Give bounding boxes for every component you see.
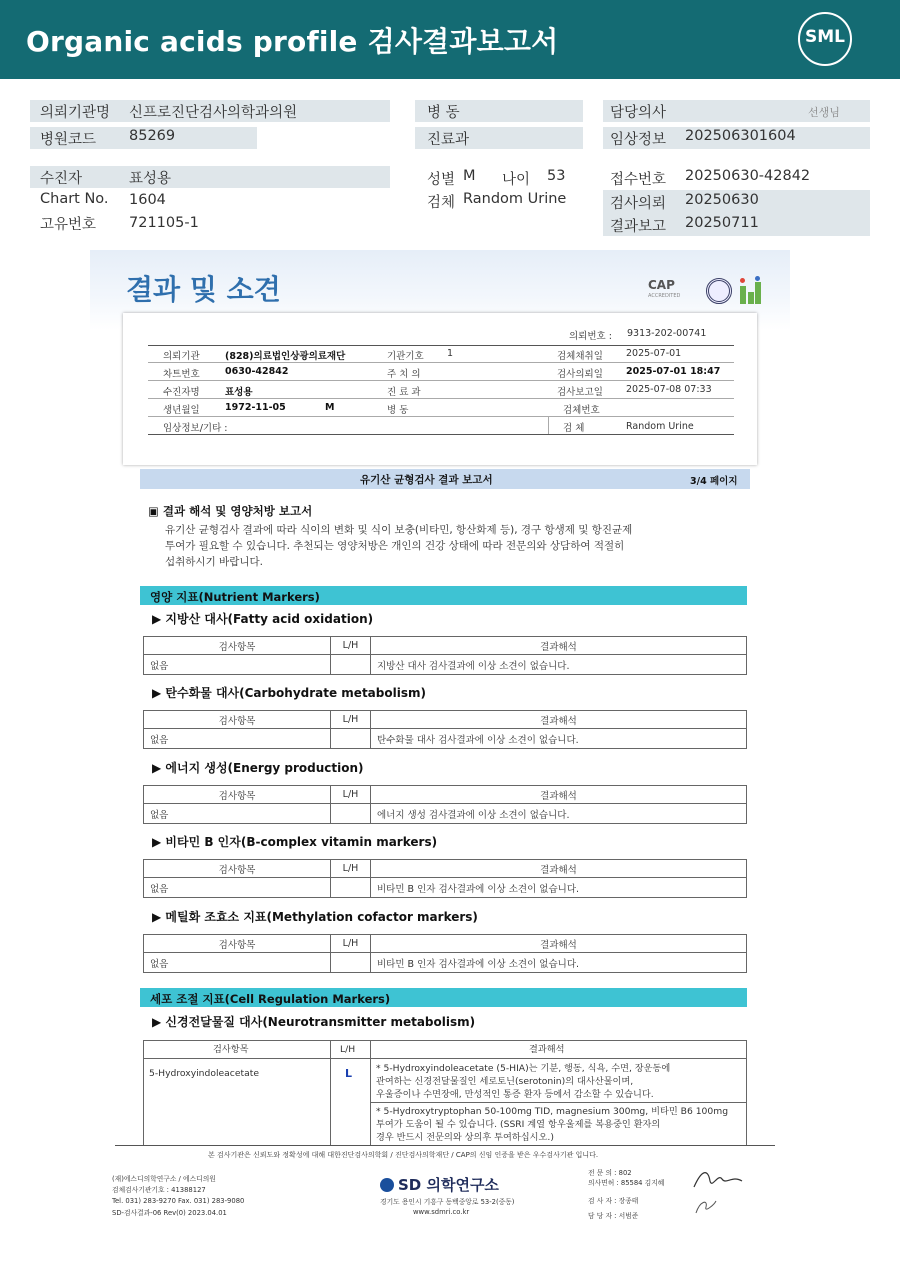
nt-text-line: 투여가 도움이 될 수 있습니다. (SSRI 계열 항우울제를 복용중인 환자의 [376,1119,661,1130]
item-cell: 없음 [144,878,331,898]
lh-cell [331,953,371,973]
chart-no-label: 차트번호 [163,369,200,380]
age-value: 53 [547,168,566,184]
result-table [143,710,747,749]
col-item-header: 검사항목 [213,1044,249,1055]
nt-text-line: 관여하는 신경전달물질인 세로토닌(serotonin)의 대사산물이며, [376,1076,634,1087]
footer-right-line: 의사면허 : 85584 김지혜 [588,1179,665,1187]
sex-value: M [463,168,476,184]
col-lh-header: L/H [331,637,371,655]
result-value: 20250711 [685,215,759,231]
interp-line-1: 유기산 균형검사 결과에 따라 식이의 변화 및 식이 보충(비타민, 항산화제 등), 경구 항생제 및 항진균제 [165,524,633,536]
result-table [143,785,747,824]
req-date-value: 2025-07-01 18:47 [626,366,721,377]
sml-logo-text: SML [805,27,845,47]
ward2-label: 병 동 [387,405,409,416]
header-bar [0,0,900,79]
interp-line-3: 섭취하시기 바랍니다. [165,556,263,568]
hospital-code-label: 병원코드 [40,132,97,148]
result-label: 결과보고 [610,219,667,235]
page-bar-title: 유기산 균형검사 결과 보고서 [360,474,493,486]
chart-label: Chart No. [40,191,109,207]
inst-value: (828)의료법인상광의료재단 [225,351,346,362]
request-value: 20250630 [685,192,759,208]
report-date-label: 검사보고일 [557,387,603,398]
section-title: ▶ 메틸화 조효소 지표(Methylation cofactor markers) [152,910,478,924]
report-title: 결과 및 소견 [126,273,281,306]
patient-value: 표성용 [129,171,172,187]
interp-title: ▣ 결과 해석 및 영양처방 보고서 [148,504,313,518]
footer-left-line: 검체검사기관기호 : 41388127 [112,1186,206,1194]
clinical-label: 임상정보 [610,132,667,148]
col-interp-header: 결과해석 [371,786,747,804]
signature-doctor [690,1165,746,1193]
attending-label: 주 치 의 [387,369,421,380]
nt-text-line: 경우 반드시 전문의와 상의후 투여하십시오.) [376,1132,554,1143]
col-item-header: 검사항목 [144,935,331,953]
patient-field [30,166,390,188]
org-code-label: 기관기호 [387,351,424,362]
sd-logo-icon [380,1178,394,1192]
item-cell: 없음 [144,729,331,749]
patient-name-label: 수진자명 [163,387,200,398]
report-info-box [123,313,757,465]
collect-label: 검체채취일 [557,351,603,362]
birth-label: 생년월일 [163,405,200,416]
result-table [143,636,747,675]
nt-item-cell: 5-Hydroxyindoleacetate [149,1068,259,1079]
signature-staff [690,1195,720,1217]
neurotransmitter-table [143,1040,747,1146]
receipt-value: 20250630-42842 [685,168,811,184]
nt-text-line: * 5-Hydroxyindoleacetate (5-HIA)는 기분, 행동, 식욕, 수면, 장운동에 [376,1063,671,1074]
page-bar [140,469,750,489]
item-cell: 없음 [144,804,331,824]
lh-cell [331,804,371,824]
footer-rule [115,1145,775,1146]
specimen-label: 검체 [427,195,456,211]
footer-note: 본 검사기관은 신뢰도와 정확성에 대해 대한진단검사의학회 / 진단검사의학재단 / CAP의 신임 인증을 받은 우수검사기관 입니다. [208,1151,599,1159]
col-lh-header: L/H [331,935,371,953]
col-interp-header: 결과해석 [371,935,747,953]
col-interp-header: 결과해석 [371,711,747,729]
clinical-other-label: 임상정보/기타 : [163,423,228,434]
specimen2-value: Random Urine [626,421,694,432]
sex-label: 성별 [427,172,456,188]
col-item-header: 검사항목 [144,637,331,655]
section-title: ▶ 신경전달물질 대사(Neurotransmitter metabolism) [152,1015,476,1029]
lh-cell [331,655,371,675]
interp-cell: 비타민 B 인자 검사결과에 이상 소견이 없습니다. [371,878,747,898]
req-date-label: 검사의뢰일 [557,369,603,380]
section-title: ▶ 지방산 대사(Fatty acid oxidation) [152,612,374,626]
page-title: Organic acids profile 검사결과보고서 [26,25,559,58]
hospital-code-value: 85269 [129,128,176,144]
request-no-label: 의뢰번호 : [569,331,612,342]
dept2-label: 진 료 과 [387,387,421,398]
id-value: 721105-1 [129,215,199,231]
footer-left-line: Tel. 031) 283-9270 Fax. 031) 283-9080 [112,1197,245,1205]
col-item-header: 검사항목 [144,711,331,729]
specimen2-label: 검 체 [563,423,585,434]
nt-text-line: 우울증이나 수면장애, 만성적인 통증 환자 등에서 감소할 수 있습니다. [376,1089,654,1100]
seal-logo [706,278,732,304]
cap-logo-text: CAP [648,278,675,292]
id-label: 고유번호 [40,217,97,233]
birth-value: 1972-11-05 [225,402,286,413]
section-title: ▶ 탄수화물 대사(Carbohydrate metabolism) [152,686,426,700]
col-interp-header: 결과해석 [529,1044,565,1055]
doctor-label: 담당의사 [610,105,667,121]
lh-cell [331,878,371,898]
patient-label: 수진자 [40,171,83,187]
sml-logo [798,12,852,66]
doctor-suffix: 선생님 [808,106,840,119]
interp-cell: 비타민 B 인자 검사결과에 이상 소견이 없습니다. [371,953,747,973]
nt-text-line: * 5-Hydroxytryptophan 50-100mg TID, magnesium 300mg, 비타민 B6 100mg [376,1106,729,1117]
footer-center-line: 경기도 용인시 기흥구 동백중앙로 53-2(중동) [380,1198,515,1206]
col-interp-header: 결과해석 [371,637,747,655]
category-title: 세포 조절 지표(Cell Regulation Markers) [150,992,391,1006]
footer-right-line: 담 당 자 : 서범준 [588,1212,639,1220]
footer-center-line: www.sdmri.co.kr [413,1208,470,1216]
category-bar-nutrient [140,586,747,605]
request-label: 검사의뢰 [610,196,667,212]
col-item-header: 검사항목 [144,860,331,878]
clinical-value: 202506301604 [685,128,796,144]
report-document [90,250,790,1250]
col-item-header: 검사항목 [144,786,331,804]
section-title: ▶ 에너지 생성(Energy production) [152,761,364,775]
cap-logo-sub: ACCREDITED [648,293,681,299]
item-cell: 없음 [144,655,331,675]
footer-right-line: 검 사 자 : 장종태 [588,1197,639,1205]
lm-logo [740,278,762,304]
sd-logo [380,1174,499,1195]
col-lh-header: L/H [340,1044,356,1055]
request-no-value: 9313-202-00741 [627,328,707,339]
nt-lh-cell: L [345,1067,353,1080]
interp-cell: 탄수화물 대사 검사결과에 이상 소견이 없습니다. [371,729,747,749]
footer-left-line: (재)에스디의학연구소 / 에스디의원 [112,1175,216,1183]
patient-name-value: 표성용 [225,387,253,398]
section-title: ▶ 비타민 B 인자(B-complex vitamin markers) [152,835,438,849]
col-interp-header: 결과해석 [371,860,747,878]
interp-cell: 지방산 대사 검사결과에 이상 소견이 없습니다. [371,655,747,675]
footer-right-line: 전 문 의 : 802 [588,1169,632,1177]
institution-label: 의뢰기관명 [40,105,111,121]
footer-left-line: SD-검사결과-06 Rev(0) 2023.04.01 [112,1209,227,1217]
interp-cell: 에너지 생성 검사결과에 이상 소견이 없습니다. [371,804,747,824]
item-cell: 없음 [144,953,331,973]
col-lh-header: L/H [331,786,371,804]
col-lh-header: L/H [331,860,371,878]
birth-sex-value: M [325,402,335,413]
interp-line-2: 투여가 필요할 수 있습니다. 추천되는 영양처방은 개인의 건강 상태에 따라 전문의와 상담하여 적절히 [165,540,625,552]
result-table [143,934,747,973]
specimen-value: Random Urine [463,191,567,207]
category-bar-cell-regulation [140,988,747,1007]
report-date-value: 2025-07-08 07:33 [626,384,712,395]
collect-value: 2025-07-01 [626,348,682,359]
cap-logo [648,278,698,306]
inst-label: 의뢰기관 [163,351,200,362]
page-bar-page: 3/4 페이지 [690,476,738,487]
sd-logo-text: SD 의학연구소 [398,1176,499,1194]
age-label: 나이 [502,172,531,188]
institution-value: 신프로진단검사의학과의원 [129,105,298,121]
org-code-value: 1 [447,348,454,359]
lh-cell [331,729,371,749]
category-title: 영양 지표(Nutrient Markers) [150,590,320,604]
receipt-label: 접수번호 [610,172,667,188]
col-lh-header: L/H [331,711,371,729]
ward-label: 병 동 [427,105,460,121]
dept-label: 진료과 [427,132,470,148]
result-table [143,859,747,898]
chart-value: 1604 [129,192,166,208]
specimen-no-label: 검체번호 [563,405,600,416]
chart-no-value: 0630-42842 [225,366,289,377]
